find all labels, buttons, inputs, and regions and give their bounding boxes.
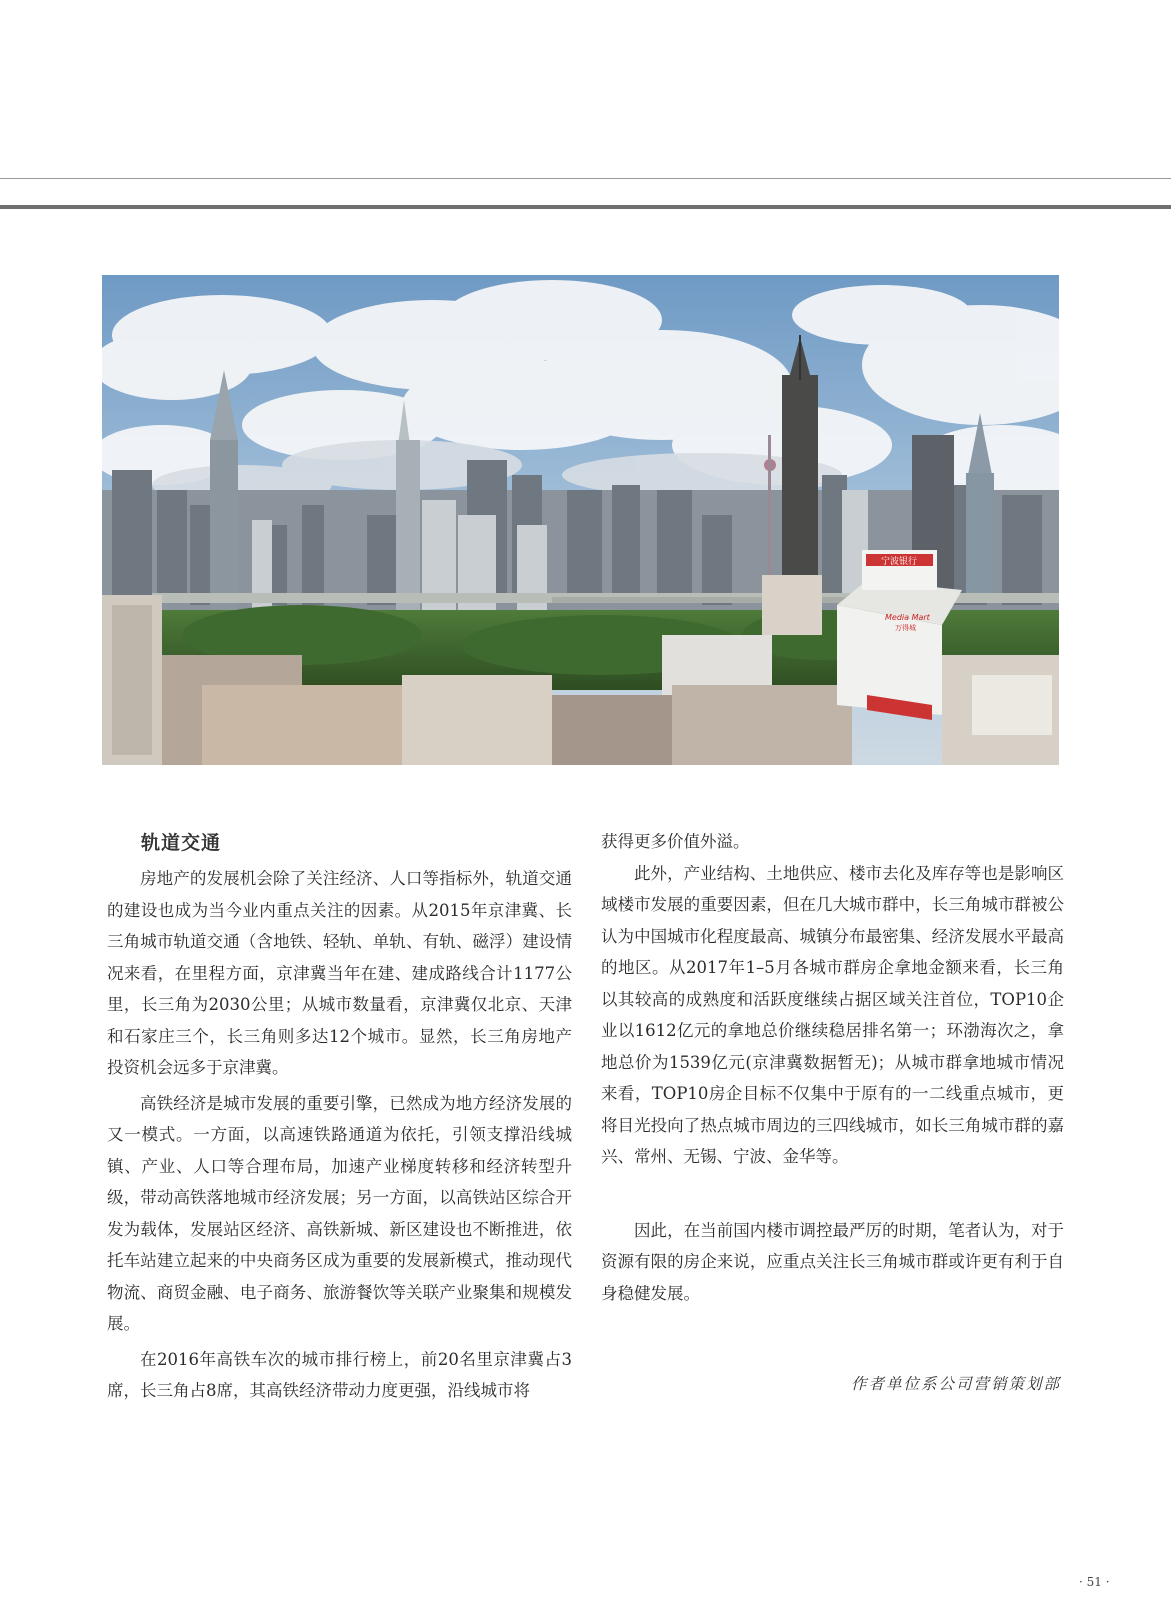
mall-sign: Media Mart <box>885 613 930 622</box>
section-heading: 轨道交通 <box>141 832 222 854</box>
paragraph: 获得更多价值外溢。 <box>601 832 750 851</box>
paragraph: 因此，在当前国内楼市调控最严厉的时期，笔者认为，对于资源有限的房企来说，应重点关注长三角城市群或许更有利于自身稳健发展。 <box>601 1220 1064 1303</box>
mall-sign-cn: 万得城 <box>895 624 916 632</box>
paragraph: 房地产的发展机会除了关注经济、人口等指标外，轨道交通的建设也成为当今业内重点关注的因素。从2015年京津冀、长三角城市轨道交通（含地铁、轻轨、单轨、有轨、磁浮）建设情况来看，在里程方面，京津冀当年在建、建成路线合计1177公里，长三角为2030公里；从城市数量看，京津冀仅北京、天津和石家庄三个，长三角则多达12个城市。显然，长三角房地产投资机会远多于京津冀。 <box>107 869 572 1077</box>
author-line: 作者单位系公司营销策划部 <box>850 1375 1061 1393</box>
paragraph: 此外，产业结构、土地供应、楼市去化及库存等也是影响区域楼市发展的重要因素，但在几大城市群中，长三角城市群被公认为中国城市化程度最高、城镇分布最密集、经济发展水平最高的地区。从2017年1–5月各城市群房企拿地金额来看，长三角以其较高的成熟度和活跃度继续占据区域关注首位，TOP10企业以1612亿元的拿地总价继续稳居排名第一；环渤海次之，拿地总价为1539亿元(京津冀数据暂无)；从城市群拿地城市情况来看，TOP10房企目标不仅集中于原有的一二线重点城市，更将目光投向了热点城市周边的三四线城市，如长三角城市群的嘉兴、常州、无锡、宁波、金华等。 <box>601 863 1064 1166</box>
paragraph: 高铁经济是城市发展的重要引擎，已然成为地方经济发展的又一模式。一方面，以高速铁路通道为依托，引领支撑沿线城镇、产业、人口等合理布局，加速产业梯度转移和经济转型升级，带动高铁落地城市经济发展；另一方面，以高铁站区综合开发为载体，发展站区经济、高铁新城、新区建设也不断推进，依托车站建立起来的中央商务区成为重要的发展新模式，推动现代物流、商贸金融、电子商务、旅游餐饮等关联产业聚集和规模发展。 <box>107 1093 572 1333</box>
city-skyline-photo <box>102 275 1059 765</box>
paragraph: 在2016年高铁车次的城市排行榜上，前20名里京津冀占3席，长三角占8席，其高铁经济带动力度更强，沿线城市将 <box>107 1349 572 1400</box>
right-column <box>601 826 1064 1309</box>
left-column <box>107 828 572 1407</box>
skyline-illustration <box>102 275 1059 765</box>
header-rule-thin <box>0 178 1171 179</box>
bank-sign: 宁波银行 <box>880 557 918 567</box>
header-rule-thick <box>0 205 1171 209</box>
page-number: · 51 · <box>1079 1575 1110 1589</box>
